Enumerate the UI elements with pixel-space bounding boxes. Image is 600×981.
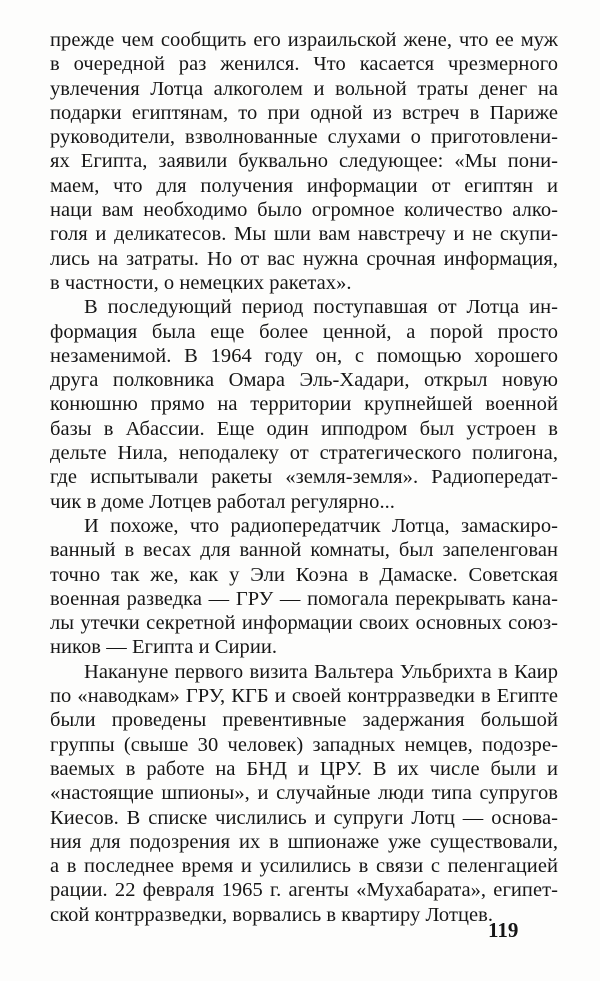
text-line: по «наводкам» ГРУ, КГБ и своей контрразведки в Египте	[50, 685, 558, 708]
body-text	[50, 28, 558, 927]
text-line: лись на затраты. Но от вас нужна срочная информация,	[50, 247, 558, 270]
text-line: лы утечки секретной информации своих основных союз-	[50, 612, 558, 635]
text-line: ваемых в работе на БНД и ЦРУ. В их числе были и	[50, 757, 558, 780]
text-line: маем, что для получения информации от египтян и	[50, 174, 558, 197]
text-line: точно так же, как у Эли Коэна в Дамаске. Советская	[50, 563, 558, 586]
text-line: были проведены превентивные задержания большой	[50, 709, 558, 732]
text-line: где испытывали ракеты «земля-земля». Радиопередат-	[50, 466, 558, 489]
text-line: ния для подозрения их в шпионаже уже существовали,	[50, 830, 558, 853]
text-line: дельте Нила, неподалеку от стратегического полигона,	[50, 442, 558, 465]
text-line: группы (свыше 30 человек) западных немцев, подозре-	[50, 733, 558, 756]
text-line: В последующий период поступавшая от Лотца ин-	[84, 296, 558, 319]
text-line: друга полковника Омара Эль-Хадари, открыл новую	[50, 369, 558, 392]
text-line: в очередной раз женился. Что касается чрезмерного	[50, 53, 558, 76]
text-line: ников — Египта и Сирии.	[50, 636, 278, 659]
text-line: Киесов. В списке числились и супруги Лотц — основа-	[50, 806, 558, 829]
paragraph-2	[50, 295, 558, 514]
text-line: руководители, взволнованные слухами о приготовлени-	[50, 126, 558, 149]
paragraph-4	[50, 660, 558, 927]
text-line: ской контрразведки, ворвались в квартиру Лотцев.	[50, 903, 494, 926]
text-line: ях Египта, заявили буквально следующее: «Мы пони-	[50, 150, 558, 173]
paragraph-3	[50, 514, 558, 660]
text-line: конюшню прямо на территории крупнейшей военной	[50, 393, 558, 416]
text-line: а в последнее время и усилились в связи с пеленгацией	[50, 855, 558, 878]
text-line: рации. 22 февраля 1965 г. агенты «Мухабарата», египет-	[50, 879, 558, 902]
paragraph-1	[50, 28, 558, 295]
page-number: 119	[488, 918, 519, 942]
text-line: голя и деликатесов. Мы шли вам навстречу и не скупи-	[50, 223, 558, 246]
text-line: подарки египтянам, то при одной из встреч в Париже	[50, 101, 558, 124]
text-line: ванный в весах для ванной комнаты, был запеленгован	[50, 539, 558, 562]
text-line: увлечения Лотца алкоголем и вольной траты денег на	[50, 77, 558, 100]
text-line: «настоящие шпионы», и случайные люди типа супругов	[50, 782, 558, 805]
text-line: чик в доме Лотцев работал регулярно...	[50, 490, 395, 513]
text-line: наци вам необходимо было огромное количество алко-	[50, 199, 558, 222]
text-line: Накануне первого визита Вальтера Ульбрихта в Каир	[84, 660, 558, 683]
text-line: в частности, о немецких ракетах».	[50, 271, 352, 294]
text-line: базы в Абассии. Еще один ипподром был устроен в	[50, 417, 558, 440]
text-line: прежде чем сообщить его израильской жене, что ее муж	[50, 29, 558, 51]
text-line: И похоже, что радиопередатчик Лотца, замаскиро-	[84, 514, 558, 537]
text-line: военная разведка — ГРУ — помогала перекрывать кана-	[50, 587, 558, 610]
text-line: формация была еще более ценной, а порой просто	[50, 320, 558, 343]
text-line: незаменимой. В 1964 году он, с помощью хорошего	[50, 344, 558, 367]
